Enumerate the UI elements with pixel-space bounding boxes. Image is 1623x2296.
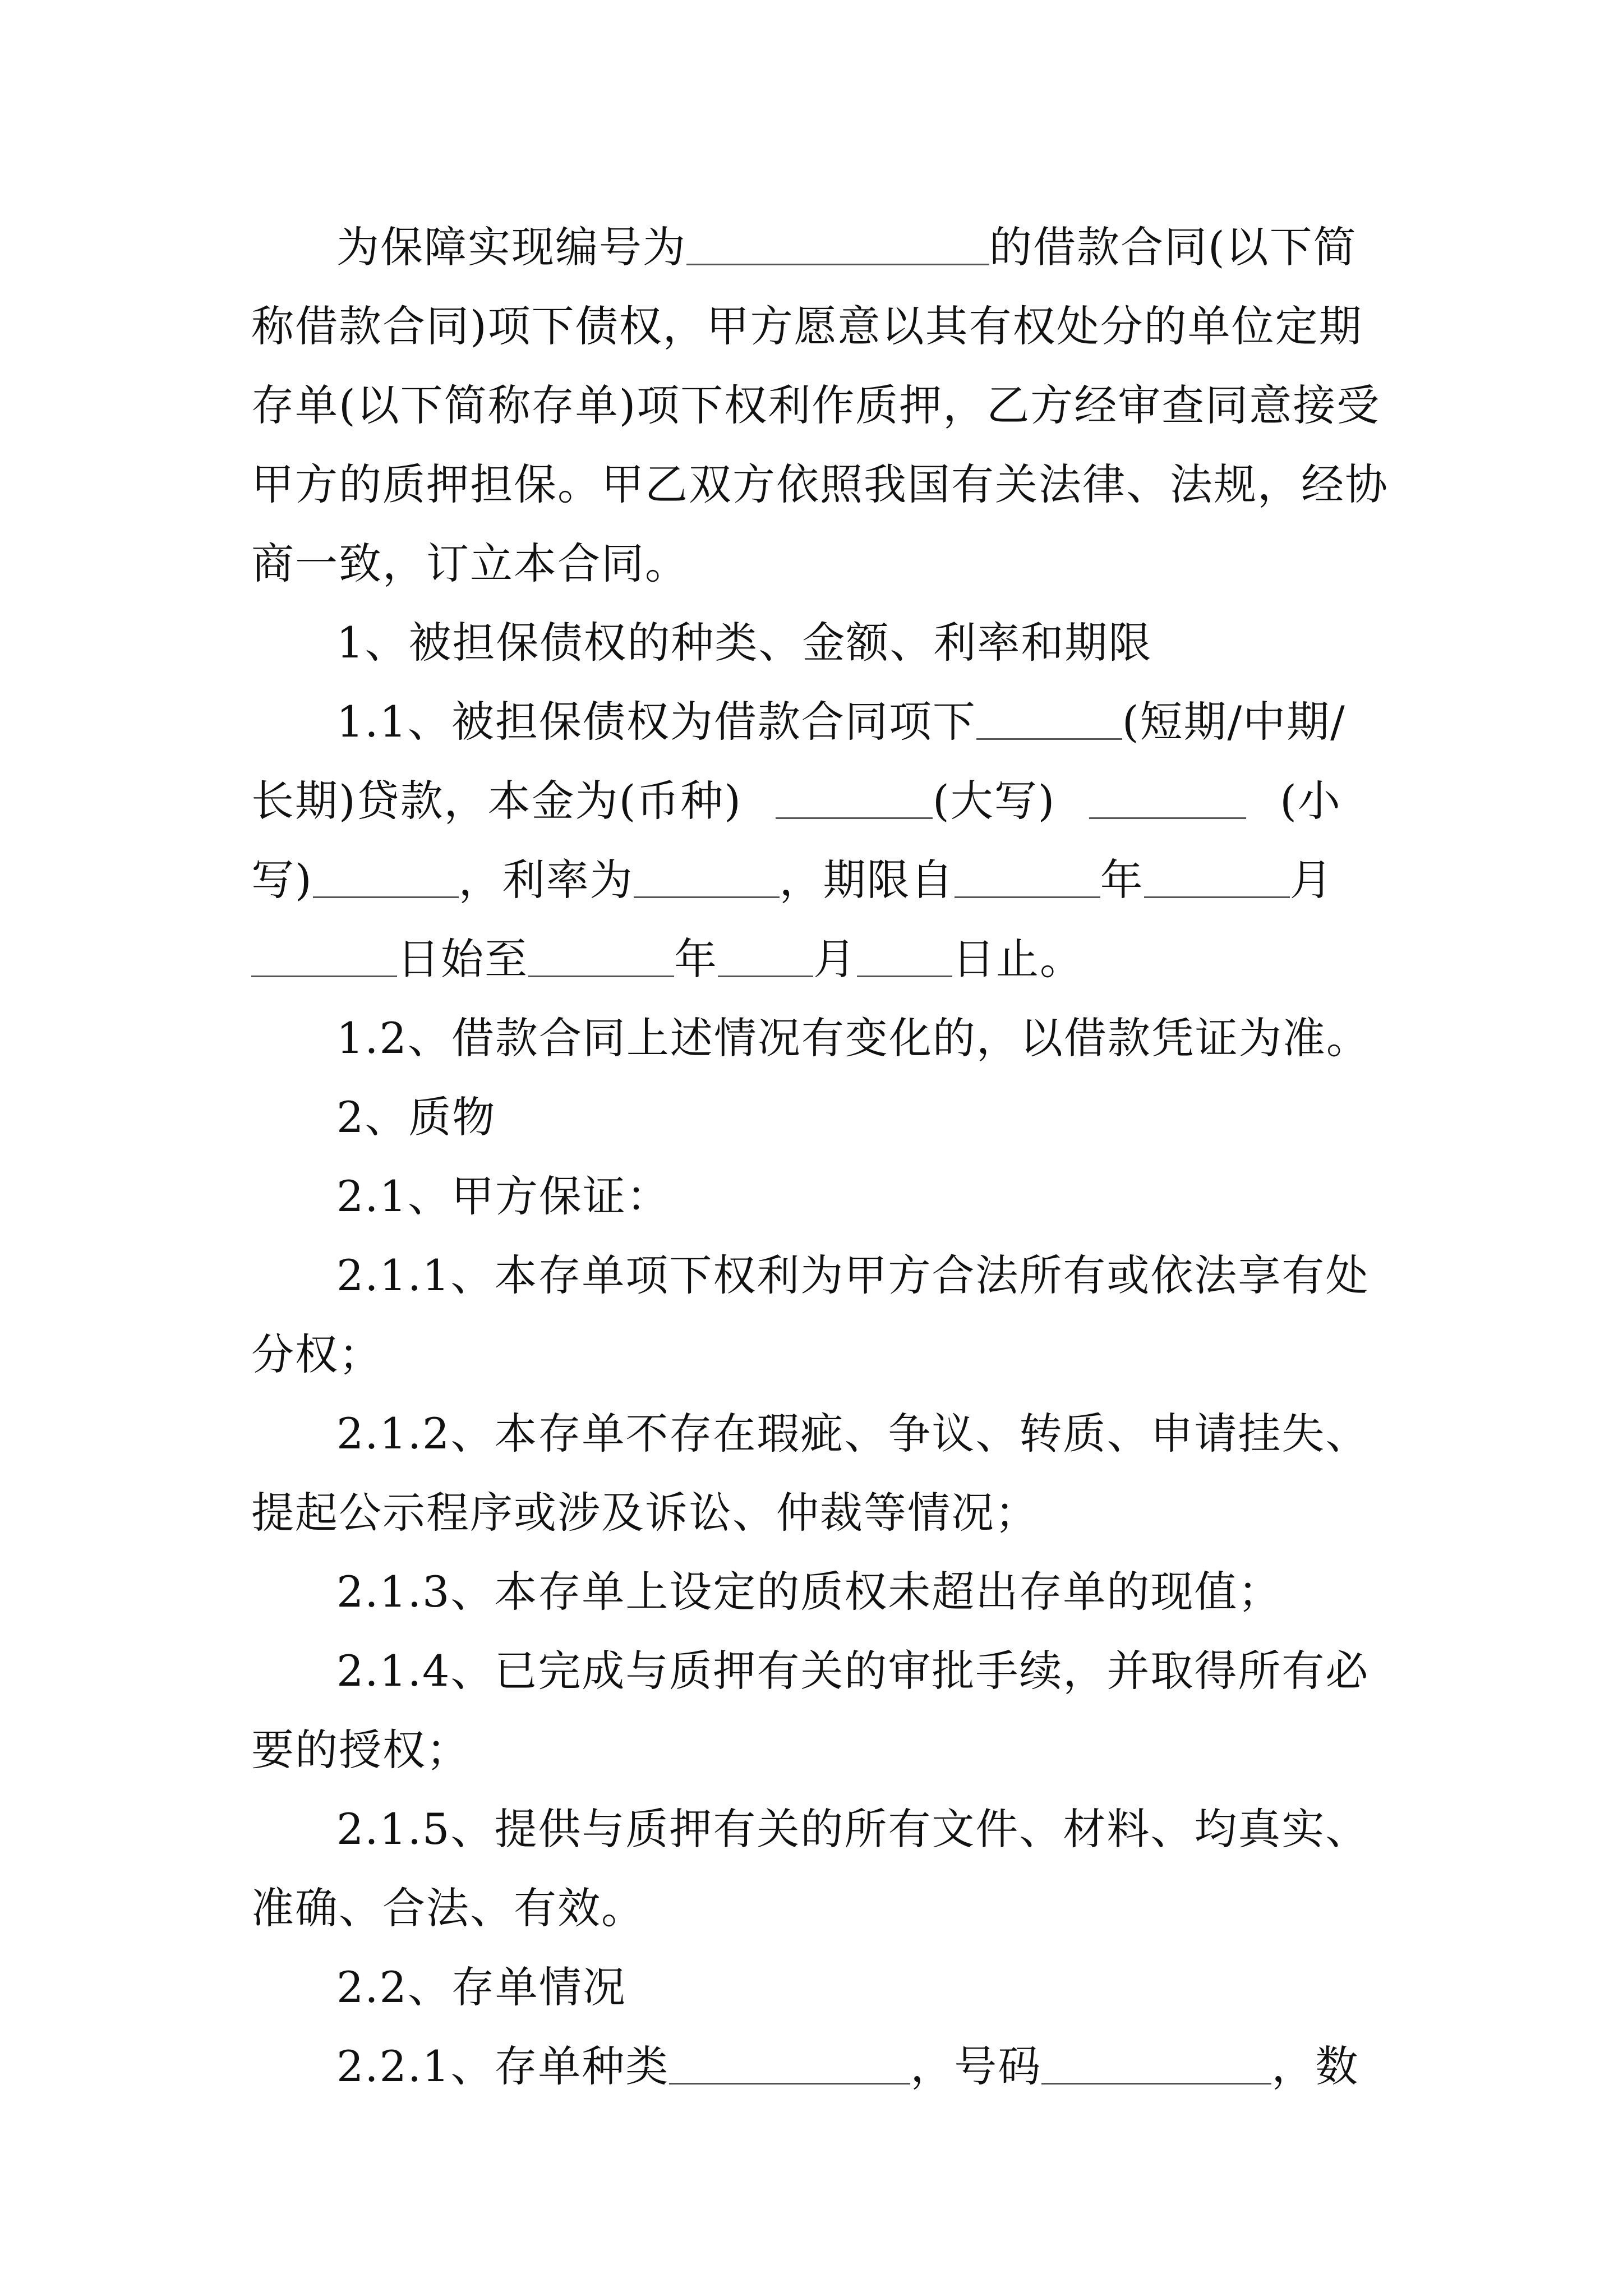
clause-2-1-2-line-1: 2.1.2、本存单不存在瑕疵、争议、转质、申请挂失、: [336, 1409, 1370, 1458]
deposit-number-blank[interactable]: [1041, 2046, 1271, 2085]
clause-1-1-line-1: 1.1、被担保债权为借款合同项下 (短期/中期/: [336, 697, 1346, 747]
section-1-heading: 1、被担保债权的种类、金额、利率和期限: [336, 618, 1152, 668]
deposit-type-blank[interactable]: [669, 2046, 910, 2085]
end-day-blank[interactable]: [857, 938, 952, 977]
clause-1-1-line-2: 长期)贷款，本金为(币种) (大写) (小: [251, 776, 1341, 826]
document-body: [251, 208, 1389, 2106]
clause-2-1-5-line-2: 准确、合法、有效。: [251, 1883, 645, 1933]
start-month-blank[interactable]: [1144, 859, 1290, 898]
preamble-line-4: 甲方的质押担保。甲乙双方依照我国有关法律、法规，经协: [251, 459, 1389, 509]
clause-2-1-3: 2.1.3、本存单上设定的质权未超出存单的现值；: [336, 1567, 1282, 1617]
clause-2-2: 2.2、存单情况: [336, 1962, 626, 2012]
clause-2-1-4-line-2: 要的授权；: [251, 1725, 470, 1775]
clause-1-1-line-4: 日始至 年 月 日止。: [251, 919, 1378, 999]
end-month-blank[interactable]: [718, 938, 813, 977]
clause-2-1-4-line-1: 2.1.4、已完成与质押有关的审批手续，并取得所有必: [336, 1646, 1370, 1696]
preamble-line-1: 为保障实现编号为 的借款合同(以下简: [336, 222, 1357, 272]
loan-term-type-blank[interactable]: [976, 701, 1122, 740]
preamble-line-2: 称借款合同)项下债权，甲方愿意以其有权处分的单位定期: [251, 301, 1363, 351]
preamble-line-3: 存单(以下简称存单)项下权利作质押，乙方经审查同意接受: [251, 380, 1381, 430]
clause-1-1-line-3: 写) ，利率为 ，期限自 年 月: [251, 855, 1334, 905]
amount-uppercase-blank[interactable]: [1089, 780, 1246, 819]
contract-number-blank[interactable]: [686, 227, 989, 265]
interest-rate-blank[interactable]: [634, 859, 780, 898]
start-day-blank[interactable]: [251, 938, 397, 977]
clause-2-1: 2.1、甲方保证：: [336, 1171, 670, 1221]
clause-2-1-2-line-2: 提起公示程序或涉及诉讼、仲裁等情况；: [251, 1488, 1039, 1538]
currency-blank[interactable]: [776, 780, 933, 819]
clause-1-2: 1.2、借款合同上述情况有变化的，以借款凭证为准。: [336, 1013, 1370, 1063]
end-year-blank[interactable]: [528, 938, 674, 977]
clause-2-1-1-line-1: 2.1.1、本存单项下权利为甲方合法所有或依法享有处: [336, 1250, 1370, 1300]
clause-2-1-5-line-1: 2.1.5、提供与质押有关的所有文件、材料、均真实、: [336, 1804, 1370, 1854]
start-year-blank[interactable]: [955, 859, 1100, 898]
section-2-heading: 2、质物: [336, 1092, 496, 1142]
preamble-line-5: 商一致，订立本合同。: [251, 539, 689, 588]
clause-2-1-1-line-2: 分权；: [251, 1329, 382, 1379]
clause-2-2-1: 2.2.1、存单种类 ，号码 ，数: [336, 2041, 1359, 2091]
amount-lowercase-blank[interactable]: [313, 859, 459, 898]
